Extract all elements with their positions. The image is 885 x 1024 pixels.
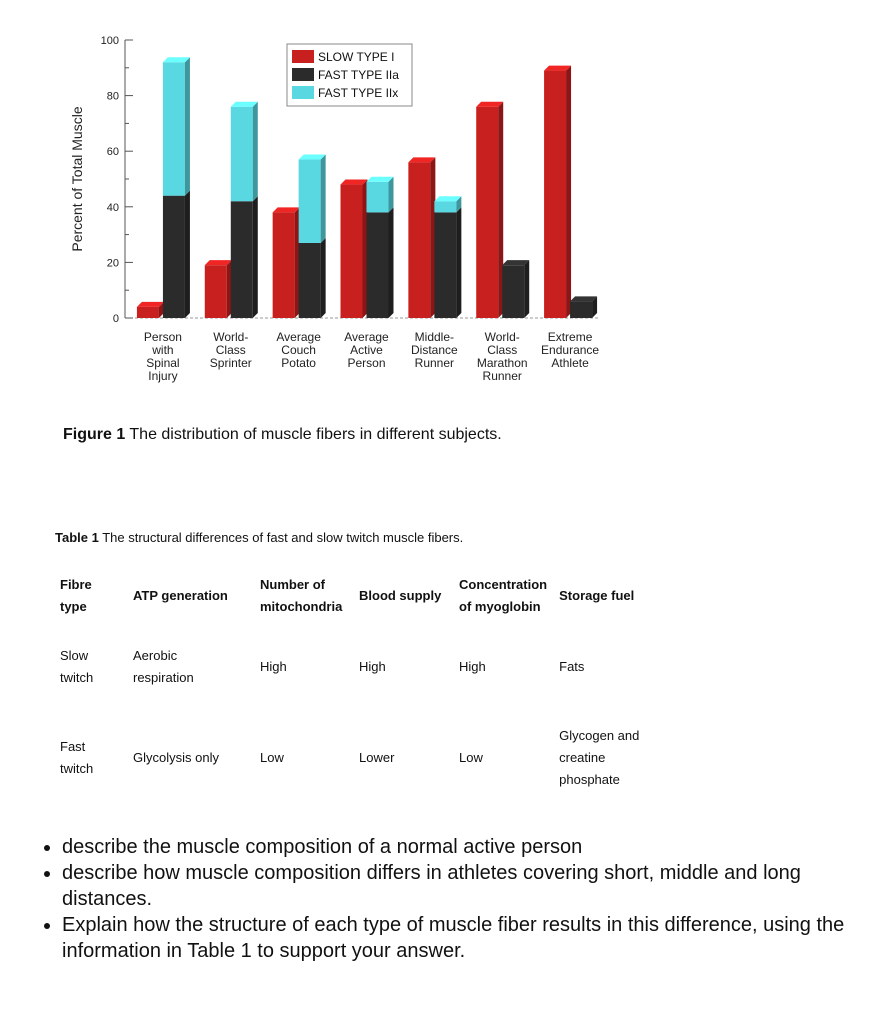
header-mitochondria [254,566,353,626]
category-label-line: Average [344,330,389,344]
y-tick-label: 80 [106,90,119,103]
bar-fast-type-iix-face [367,182,389,213]
bar-fast-type-iia-side [389,207,394,318]
cell-fast-fuel-line2: creatine [559,750,606,765]
header-myoglobin [453,566,553,626]
bar-fast-type-iia-face [231,201,253,318]
chart-legend [287,44,412,106]
cell-fast-fuel-line3: phosphate [559,772,620,787]
bar-fast-type-iix [367,177,394,213]
bar-fast-type-iix [231,102,258,202]
category-label-line: Active [350,343,383,357]
category-label-line: Average [276,330,321,344]
header-mitochondria-line2: mitochondria [260,599,343,614]
category-label-line: Couch [281,343,316,357]
bar-fast-type-iix-side [389,177,394,213]
y-tick-label: 40 [106,201,119,214]
cell-slow-type [54,626,127,708]
table-header-row [54,566,665,626]
bar-slow-type-i [408,157,435,318]
bar-slow-type-i-face [476,107,498,318]
bar-fast-type-iix-face [434,201,456,212]
category-label-line: Extreme [547,330,593,344]
legend-label: FAST TYPE IIa [318,68,399,82]
bar-fast-type-iix [163,57,190,195]
category-label-line: Endurance [541,343,600,357]
legend-label: SLOW TYPE I [318,50,395,64]
category-label-line: Runner [414,356,455,370]
task-item: • Explain how the structure of each type of muscle fiber results in this difference, using the information in Table 1 to support your answer. [62,912,882,964]
header-atp-generation: ATP generation [133,588,228,603]
cell-fast-mitochondria: Low [260,750,284,765]
task-item: • describe the muscle composition of a normal active person [62,834,882,860]
category-label-line: Class [487,343,518,357]
y-tick-label: 60 [106,146,119,159]
cell-slow-mitochondria: High [260,659,287,674]
category-label-line: Spinal [146,356,180,370]
bar-slow-type-i [341,180,368,318]
y-tick-label: 0 [112,313,119,325]
bar-fast-type-iia [163,191,190,318]
bar-fast-type-iix-side [321,155,326,243]
bar-fast-type-iix-side [253,102,258,202]
bar-fast-type-iia-side [253,196,258,318]
y-tick-label: 20 [106,257,119,270]
category-label-line: Distance [411,343,458,357]
cell-slow-type-line1: Slow [60,648,89,663]
table-row-fast-twitch [54,708,665,808]
category-label-line: with [152,343,174,357]
header-blood-supply: Blood supply [359,588,442,603]
bar-fast-type-iia [299,238,326,318]
task-item: • describe how muscle composition differs in athletes covering short, middle and long distances. [62,860,882,912]
table-row-slow-twitch [54,626,665,708]
legend-label: FAST TYPE IIx [318,86,399,100]
bar-slow-type-i-face [273,212,295,318]
bar-slow-type-i-face [544,71,566,318]
header-mitochondria-line1: Number of [260,577,325,592]
category-labels [144,330,600,383]
bar-fast-type-iia-face [367,212,389,318]
bar-fast-type-iix-face [163,62,185,195]
figure-label: Figure 1 [63,426,126,443]
cell-slow-type-line2: twitch [60,670,94,685]
cell-fast-fuel [553,708,665,808]
bar-fast-type-iix-face [231,107,253,202]
category-label-line: Person [143,330,182,344]
category-label-line: Marathon [476,356,528,370]
cell-slow-fuel: Fats [559,659,585,674]
bar-fast-type-iia-face [434,212,456,318]
category-label-line: Injury [148,369,178,383]
bar-slow-type-i [544,66,571,318]
legend-swatch [292,86,314,99]
bar-slow-type-i [273,207,300,318]
bar-fast-type-iix [299,155,326,243]
figure-caption-text: The distribution of muscle fibers in different subjects. [125,426,502,443]
bar-slow-type-i-face [137,307,159,318]
figure-caption [63,426,502,444]
bar-fast-type-iia-side [321,238,326,318]
cell-slow-myoglobin: High [459,659,486,674]
y-tick-label: 100 [100,35,119,47]
bar-slow-type-i-face [408,162,430,318]
bar-fast-type-iia [231,196,258,318]
header-fibre-type: Fibre type [60,577,92,614]
category-label-line: Sprinter [209,356,252,370]
bar-fast-type-iix-face [299,160,321,243]
task-list [28,834,882,964]
category-label-line: Runner [482,369,522,383]
bar-fast-type-iia-side [524,260,529,318]
bar-slow-type-i-face [205,265,227,318]
bar-fast-type-iia [502,260,529,318]
cell-fast-myoglobin: Low [459,750,483,765]
legend-swatch [292,68,314,81]
cell-fast-type-line1: Fast [60,739,86,754]
cell-slow-atp-line2: respiration [133,670,194,685]
category-label-line: Athlete [551,356,589,370]
cell-fast-atp: Glycolysis only [133,750,219,765]
category-label-line: Middle- [414,330,455,344]
cell-slow-blood-supply: High [359,659,386,674]
legend-swatch [292,50,314,63]
cell-fast-fuel-line1: Glycogen and [559,728,640,743]
table-label: Table 1 [55,530,99,545]
bar-fast-type-iix-side [185,57,190,195]
bar-fast-type-iia-face [570,301,592,318]
y-axis-label: Percent of Total Muscle [69,106,85,252]
header-myoglobin-line1: Concentration [459,577,548,592]
bar-slow-type-i-side [566,66,571,318]
bar-fast-type-iia-face [299,243,321,318]
category-label-line: Potato [281,356,316,370]
category-label-line: Person [347,356,386,370]
category-label-line: World- [213,330,249,344]
bar-fast-type-iia [434,207,461,318]
category-label-line: Class [215,343,246,357]
header-storage-fuel: Storage fuel [559,588,635,603]
cell-slow-atp [127,626,254,708]
header-myoglobin-line2: of myoglobin [459,599,541,614]
category-label-line: World- [484,330,520,344]
bar-slow-type-i-face [341,185,363,318]
muscle-fiber-chart [0,0,885,420]
bar-fast-type-iia-face [502,265,524,318]
table-caption-text: The structural differences of fast and slow twitch muscle fibers. [98,530,464,545]
bar-slow-type-i [205,260,232,318]
fibre-comparison-table [54,566,665,808]
cell-fast-type [54,708,127,808]
cell-fast-blood-supply: Lower [359,750,395,765]
bar-fast-type-iia [367,207,394,318]
cell-slow-atp-line1: Aerobic [133,648,178,663]
cell-fast-type-line2: twitch [60,761,94,776]
table-caption [55,530,463,545]
bar-slow-type-i [476,102,503,318]
bar-fast-type-iia-side [456,207,461,318]
bar-fast-type-iia-side [185,191,190,318]
bar-fast-type-iia-face [163,196,185,318]
